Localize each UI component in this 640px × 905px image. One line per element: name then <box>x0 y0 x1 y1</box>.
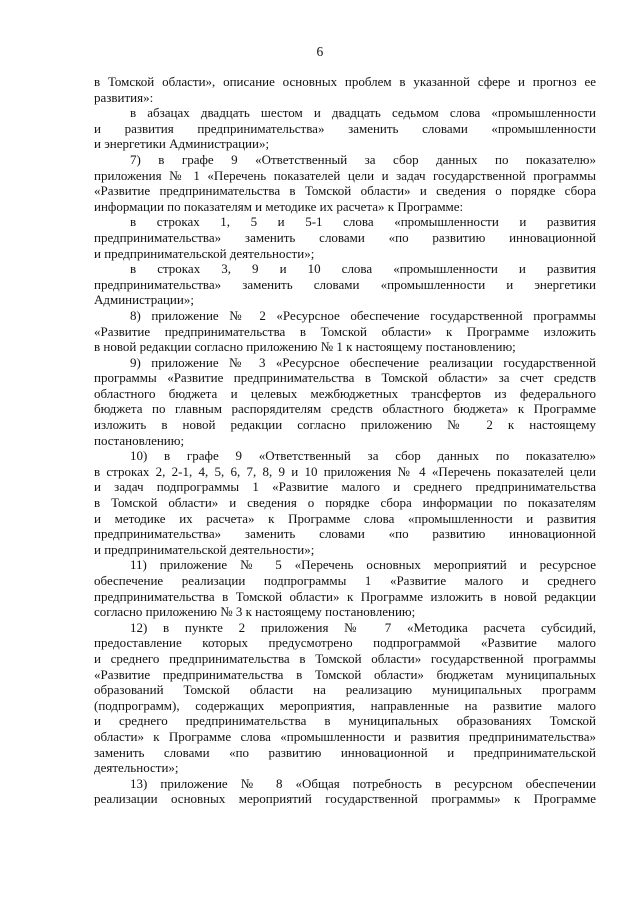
text-line: и развития предпринимательства» заменить словами «промышленности <box>94 120 596 136</box>
document-body <box>94 74 596 807</box>
text-line: «Развитие предпринимательства в Томской области» к Программе изложить <box>94 323 596 339</box>
text-line: изложить в новой редакции согласно приложению № 2 к настоящему <box>94 417 596 433</box>
text-line: реализации основных мероприятий государственной программы» к Программе <box>94 791 596 807</box>
text-line: и предпринимательской деятельности»; <box>94 245 315 261</box>
text-line: в абзацах двадцать шестом и двадцать седьмом слова «промышленности <box>130 105 596 121</box>
text-line: обеспечение реализации подпрограммы 1 «Развитие малого и среднего <box>94 573 596 588</box>
text-line: и задач подпрограммы 1 «Развитие малого и среднего предпринимательства <box>94 479 596 495</box>
text-line: 9) приложение № 3 «Ресурсное обеспечение реализации государственной <box>130 354 596 370</box>
text-line: 7) в графе 9 «Ответственный за сбор данных по показателю» <box>130 151 596 167</box>
text-line: предоставление которых предусмотрено подпрограммой «Развитие малого <box>94 635 596 651</box>
text-line: предпринимательства» заменить словами «промышленности и энергетики <box>94 276 596 292</box>
text-line: бюджета по главным распорядителям средств областного бюджета» к Программе <box>94 401 596 417</box>
text-line: «Развитие предпринимательства в Томской области» и сведения о порядке сбора <box>94 183 596 199</box>
text-line: и предпринимательской деятельности»; <box>94 541 315 557</box>
text-line: в строках 3, 9 и 10 слова «промышленности и развития <box>130 261 596 277</box>
text-line: 12) в пункте 2 приложения № 7 «Методика расчета субсидий, <box>130 619 596 635</box>
text-line: образований Томской области на реализацию муниципальных программ <box>94 682 596 698</box>
text-line: информации по показателям и методике их расчета» к Программе: <box>94 198 464 214</box>
text-line: и среднего предпринимательства в муниципальных образованиях Томской <box>94 713 596 729</box>
text-line: и энергетики Администрации»; <box>94 136 270 152</box>
text-line: развития»: <box>94 89 154 105</box>
text-line: Администрации»; <box>94 292 194 308</box>
text-line: в новой редакции согласно приложению № 1 к настоящему постановлению; <box>94 339 516 355</box>
text-line: в строках 1, 5 и 5-1 слова «промышленности и развития <box>130 214 596 230</box>
text-line: постановлению; <box>94 432 185 448</box>
text-line: предпринимательства» заменить словами «по развитию инновационной <box>94 526 596 542</box>
text-line: 11) приложение № 5 «Перечень основных мероприятий и ресурсное <box>130 557 596 573</box>
text-line: и среднего предпринимательства в Томской области» государственной программы <box>94 650 596 666</box>
text-line: предпринимательства в Томской области» к Программе изложить в новой редакции <box>94 588 596 604</box>
text-line: в Томской области», описание основных проблем в указанной сфере и прогноз ее <box>94 74 596 89</box>
text-line: и методике их расчета» к Программе слова «промышленности и развития <box>94 510 596 526</box>
text-line: предпринимательства» заменить словами «по развитию инновационной <box>94 229 596 245</box>
text-line: деятельности»; <box>94 760 179 776</box>
text-line: приложения № 1 «Перечень показателей цели и задач государственной программы <box>94 167 596 183</box>
text-line: «Развитие предпринимательства в Томской области» бюджетам муниципальных <box>94 666 596 682</box>
text-line: в строках 2, 2-1, 4, 5, 6, 7, 8, 9 и 10 приложения № 4 «Перечень показателей цели <box>94 463 596 479</box>
text-line: согласно приложению № 3 к настоящему постановлению; <box>94 604 416 620</box>
text-line: 8) приложение № 2 «Ресурсное обеспечение государственной программы <box>130 307 596 323</box>
text-line: 10) в графе 9 «Ответственный за сбор данных по показателю» <box>130 448 596 464</box>
text-line: области» к Программе слова «промышленности и развития предпринимательства» <box>94 728 596 744</box>
text-line: областного бюджета и целевых межбюджетных трансфертов из федерального <box>94 385 596 401</box>
text-line: программы «Развитие предпринимательства в Томской области» за счет средств <box>94 370 596 386</box>
text-line: (подпрограмм), содержащих мероприятия, направленные на развитие малого <box>94 697 596 713</box>
text-line: в Томской области» и сведения о порядке сбора информации по показателям <box>94 495 596 511</box>
text-line: 13) приложение № 8 «Общая потребность в ресурсном обеспечении <box>130 775 596 791</box>
page-number: 6 <box>316 44 324 59</box>
text-line: заменить словами «по развитию инновационной и предпринимательской <box>94 744 596 760</box>
